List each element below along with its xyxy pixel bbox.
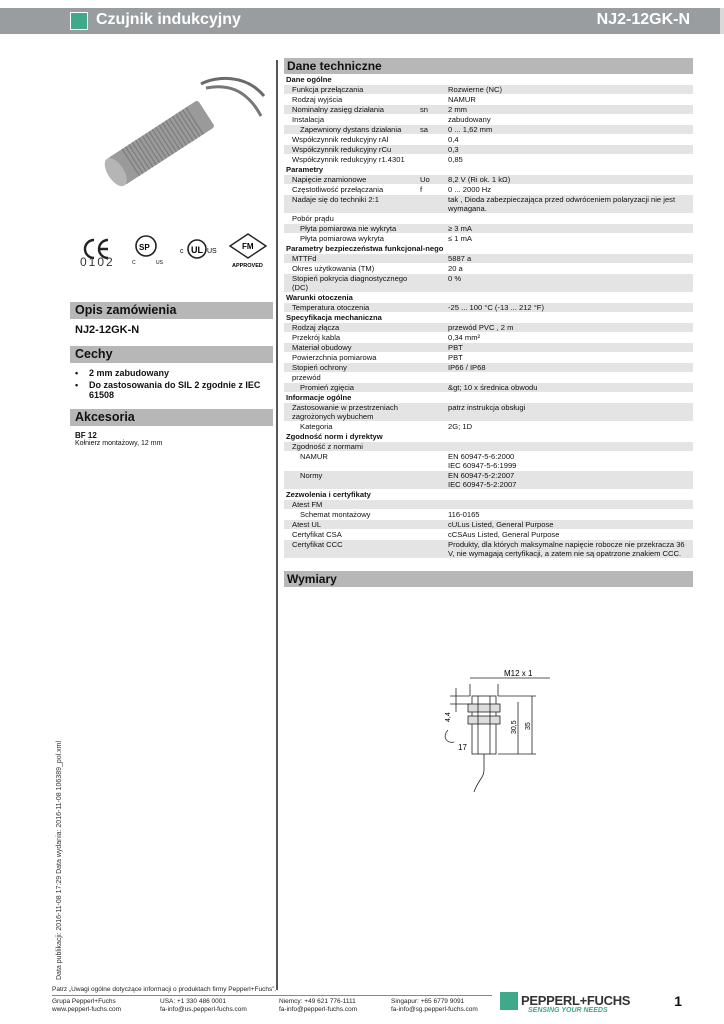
spec-value: EN 60947-5-2:2007 IEC 60947-5-2:2007: [448, 471, 517, 489]
spec-value: 0,85: [448, 155, 463, 164]
spec-value: 5887 a: [448, 254, 472, 263]
spec-label: MTTFd: [292, 254, 317, 263]
spec-label: Nadaje się do techniki 2:1: [292, 195, 379, 204]
spec-category: Parametry bezpieczeństwa funkcjonal-nego: [284, 244, 693, 254]
spec-symbol: [420, 353, 448, 362]
spec-value: patrz instrukcja obsługi: [448, 403, 526, 412]
spec-label: Temperatura otoczenia: [292, 303, 370, 312]
spec-value: 0,4: [448, 135, 459, 144]
spec-row: [284, 264, 693, 274]
spec-label: przewód: [292, 373, 321, 382]
spec-label: Płyta pomiarowa nie wykryta: [300, 224, 397, 233]
spec-symbol: Uo: [420, 175, 430, 184]
features-list: [75, 368, 273, 402]
spec-symbol: [420, 540, 448, 558]
spec-row: [284, 145, 693, 155]
spec-symbol: [420, 234, 448, 243]
spec-label: Atest UL: [292, 520, 322, 529]
svg-text:APPROVED: APPROVED: [232, 263, 263, 269]
spec-category: Parametry: [284, 165, 693, 175]
spec-symbol: [420, 224, 448, 233]
spec-symbol: [420, 303, 448, 312]
spec-row: [284, 185, 693, 195]
spec-label: Częstotliwość przełączania: [292, 185, 384, 194]
order-number: NJ2-12GK-N: [75, 324, 140, 336]
spec-value: Produkty, dla których maksymalne napięcie robocze nie przekracza 36 V, nie wymagają certyfikacji, a zatem nie są opatrzone znakiem CCC.: [448, 540, 685, 558]
spec-value: przewód PVC , 2 m: [448, 323, 514, 332]
spec-label: Okres użytkowania (TM): [292, 264, 375, 273]
spec-row: [284, 363, 693, 373]
spec-row: [284, 195, 693, 214]
spec-category: Zgodność norm i dyrektyw: [284, 432, 693, 442]
csa-logo-icon: [132, 236, 164, 266]
spec-label: Schemat montażowy: [300, 510, 371, 519]
spec-symbol: [420, 520, 448, 529]
column-divider: [276, 60, 278, 990]
features-section-header: Cechy: [70, 346, 273, 363]
spec-label: Kategoria: [300, 422, 333, 431]
spec-row: [284, 333, 693, 343]
accessory-name: BF 12: [75, 431, 97, 440]
spec-label: Powierzchnia pomiarowa: [292, 353, 377, 362]
page-number: 1: [674, 993, 682, 1009]
spec-value: 0,3: [448, 145, 459, 154]
spec-row: [284, 530, 693, 540]
header-bar: [0, 8, 724, 34]
spec-row: [284, 303, 693, 313]
svg-text:US: US: [207, 248, 217, 255]
website-link[interactable]: www.pepperl-fuchs.com: [52, 1006, 121, 1013]
page-title: Czujnik indukcyjny: [96, 11, 241, 28]
footer-group: Grupa Pepperl+Fuchs www.pepperl-fuchs.com: [52, 998, 121, 1013]
spec-value: [448, 442, 693, 451]
svg-text:17: 17: [458, 743, 467, 752]
spec-category: Informacje ogólne: [284, 393, 693, 403]
spec-row: [284, 274, 693, 293]
spec-row: [284, 105, 693, 115]
svg-text:30,5: 30,5: [511, 720, 518, 734]
spec-symbol: [420, 442, 448, 451]
footer-note: Patrz „Uwagi ogólne dotyczące informacji o produktach firmy Pepperl+Fuchs”.: [52, 986, 277, 993]
spec-row: [284, 442, 693, 452]
spec-symbol: [420, 373, 448, 382]
spec-label: Promień zgięcia: [300, 383, 355, 392]
spec-row: [284, 452, 693, 471]
company-slogan: SENSING YOUR NEEDS: [528, 1007, 608, 1014]
spec-category: Warunki otoczenia: [284, 293, 693, 303]
spec-symbol: [420, 500, 448, 509]
spec-symbol: [420, 422, 448, 431]
spec-symbol: [420, 85, 448, 94]
spec-symbol: [420, 95, 448, 104]
spec-label: Rodzaj złącza: [292, 323, 340, 332]
spec-value: PBT: [448, 353, 463, 362]
spec-label: Współczynnik redukcyjny rCu: [292, 145, 392, 154]
spec-label: Instalacja: [292, 115, 325, 124]
header-stripe: [720, 8, 724, 34]
svg-text:c: c: [180, 248, 184, 255]
ul-logo-icon: [180, 240, 217, 258]
spec-symbol: [420, 264, 448, 273]
spec-label: NAMUR: [300, 452, 328, 461]
spec-row: [284, 383, 693, 393]
spec-row: [284, 115, 693, 125]
spec-label: Materiał obudowy: [292, 343, 352, 352]
svg-text:FM: FM: [242, 242, 254, 251]
spec-row: [284, 85, 693, 95]
spec-label: Współczynnik redukcyjny rAl: [292, 135, 389, 144]
spec-symbol: [420, 115, 448, 124]
footer-usa: USA: +1 330 486 0001 fa-info@us.pepperl-fuchs.com: [160, 998, 247, 1013]
spec-label: Przekrój kabla: [292, 333, 341, 342]
spec-value: 116-0165: [448, 510, 480, 519]
spec-value: cULus Listed, General Purpose: [448, 520, 554, 529]
spec-value: NAMUR: [448, 95, 476, 104]
spec-row: [284, 422, 693, 432]
bullet: •: [75, 380, 79, 390]
spec-label: Zastosowanie w przestrzeniach zagrożonych wybuchem: [292, 403, 398, 421]
spec-symbol: [420, 135, 448, 144]
publication-date-vertical: Data publikacji: 2016-11-08 17:29 Data wydania: 2016-11-08 106389_pol.xml: [56, 740, 63, 980]
spec-value: PBT: [448, 343, 463, 352]
svg-text:4,4: 4,4: [445, 712, 452, 722]
brand-square-icon: [70, 12, 88, 30]
spec-value: -25 ... 100 °C (-13 ... 212 °F): [448, 303, 544, 312]
spec-symbol: [420, 323, 448, 332]
spec-label: Nominalny zasięg działania: [292, 105, 385, 114]
spec-symbol: [420, 383, 448, 392]
email-us-link[interactable]: fa-info@us.pepperl-fuchs.com: [160, 1006, 247, 1013]
dimension-drawing: [420, 666, 560, 796]
svg-text:UL: UL: [191, 245, 203, 255]
spec-symbol: [420, 274, 448, 292]
spec-row: [284, 343, 693, 353]
spec-value: 20 a: [448, 264, 463, 273]
accessories-section-header: Akcesoria: [70, 409, 273, 426]
spec-row: [284, 125, 693, 135]
footer-singapore: Singapur: +65 6779 9091 fa-info@sg.pepperl-fuchs.com: [391, 998, 478, 1013]
spec-value: tak , Dioda zabezpieczająca przed odwróceniem polaryzacji nie jest wymagana.: [448, 195, 676, 213]
feature-item: • 2 mm zabudowany: [75, 368, 170, 378]
spec-symbol: [420, 195, 448, 213]
spec-row: [284, 95, 693, 105]
spec-label: Normy: [300, 471, 323, 480]
svg-text:US: US: [156, 260, 163, 266]
spec-category: Dane ogólne: [284, 75, 693, 85]
spec-value: 0,34 mm²: [448, 333, 481, 342]
bullet: •: [75, 368, 79, 378]
spec-symbol: [420, 510, 448, 519]
spec-label: Pobór prądu: [292, 214, 334, 223]
spec-value: [448, 500, 693, 509]
spec-value: EN 60947-5-6:2000 IEC 60947-5-6:1999: [448, 452, 517, 470]
pepperl-fuchs-logo-icon: [500, 992, 518, 1010]
spec-value: IP66 / IP68: [448, 363, 486, 372]
spec-category: Zezwolenia i certyfikaty: [284, 490, 693, 500]
spec-symbol: [420, 530, 448, 539]
company-logo-text: PEPPERL+FUCHS: [521, 993, 631, 1008]
spec-label: Atest FM: [292, 500, 323, 509]
spec-label: Funkcja przełączania: [292, 85, 364, 94]
spec-symbol: f: [420, 185, 423, 194]
spec-label: Certyfikat CSA: [292, 530, 342, 539]
spec-symbol: [420, 343, 448, 352]
footer-divider: [52, 995, 492, 996]
spec-row: [284, 175, 693, 185]
spec-symbol: [420, 471, 448, 489]
fm-approved-logo-icon: [230, 234, 266, 269]
accessory-description: Kołnierz montażowy, 12 mm: [75, 440, 163, 447]
spec-label: Zapewniony dystans działania: [300, 125, 402, 134]
spec-label: Współczynnik redukcyjny r1.4301: [292, 155, 405, 164]
spec-row: [284, 540, 693, 559]
spec-label: Płyta pomiarowa wykryta: [300, 234, 384, 243]
spec-value: 0 ... 1,62 mm: [448, 125, 493, 134]
spec-value: 2 mm: [448, 105, 467, 114]
spec-value: cCSAus Listed, General Purpose: [448, 530, 560, 539]
spec-symbol: [420, 452, 448, 470]
spec-row: [284, 224, 693, 234]
spec-row: [284, 353, 693, 363]
spec-row: [284, 155, 693, 165]
spec-row: [284, 234, 693, 244]
spec-row: [284, 214, 693, 224]
spec-symbol: [420, 333, 448, 342]
svg-text:C: C: [132, 260, 136, 266]
spec-row: [284, 520, 693, 530]
spec-symbol: [420, 155, 448, 164]
spec-value: 2G; 1D: [448, 422, 473, 431]
spec-label: Rodzaj wyjścia: [292, 95, 343, 104]
spec-row: [284, 323, 693, 333]
feature-item: • Do zastosowania do SIL 2 zgodnie z IEC 61508: [75, 380, 261, 400]
technical-data-header: Dane techniczne: [284, 58, 693, 74]
spec-row: [284, 403, 693, 422]
spec-symbol: sn: [420, 105, 429, 114]
spec-value: Rozwierne (NC): [448, 85, 503, 94]
spec-symbol: sa: [420, 125, 429, 134]
svg-text:M12 x 1: M12 x 1: [504, 669, 533, 678]
spec-value: zabudowany: [448, 115, 491, 124]
spec-symbol: [420, 254, 448, 263]
model-number: NJ2-12GK-N: [596, 11, 690, 28]
spec-symbol: [420, 214, 448, 223]
product-image: [96, 76, 266, 206]
technical-data-table: [284, 75, 693, 559]
spec-row: [284, 500, 693, 510]
spec-value: 0 %: [448, 274, 462, 283]
spec-value: [448, 214, 693, 223]
spec-label: Napięcie znamionowe: [292, 175, 367, 184]
dimensions-header: Wymiary: [284, 571, 693, 587]
email-de-link[interactable]: fa-info@pepperl-fuchs.com: [279, 1006, 358, 1013]
spec-value: 8,2 V (Ri ok. 1 kΩ): [448, 175, 511, 184]
svg-text:35: 35: [525, 722, 532, 730]
spec-row: [284, 373, 693, 383]
spec-value: [448, 373, 693, 382]
spec-value: ≤ 1 mA: [448, 234, 473, 243]
spec-label: Certyfikat CCC: [292, 540, 343, 549]
spec-row: [284, 135, 693, 145]
spec-symbol: [420, 403, 448, 421]
spec-row: [284, 471, 693, 490]
spec-symbol: [420, 145, 448, 154]
spec-label: Stopień pokrycia diagnostycznego (DC): [292, 274, 408, 292]
email-sg-link[interactable]: fa-info@sg.pepperl-fuchs.com: [391, 1006, 478, 1013]
spec-value: 0 ... 2000 Hz: [448, 185, 492, 194]
spec-value: &gt; 10 x średnica obwodu: [448, 383, 538, 392]
svg-text:SP: SP: [139, 243, 150, 252]
footer-germany: Niemcy: +49 621 776-1111 fa-info@pepperl-fuchs.com: [279, 998, 358, 1013]
spec-symbol: [420, 363, 448, 372]
spec-row: [284, 254, 693, 264]
spec-label: Stopień ochrony: [292, 363, 347, 372]
order-section-header: Opis zamówienia: [70, 302, 273, 319]
spec-row: [284, 510, 693, 520]
spec-value: ≥ 3 mA: [448, 224, 473, 233]
ce-notified-body: 0102: [80, 255, 115, 269]
spec-category: Specyfikacja mechaniczna: [284, 313, 693, 323]
spec-label: Zgodność z normami: [292, 442, 363, 451]
